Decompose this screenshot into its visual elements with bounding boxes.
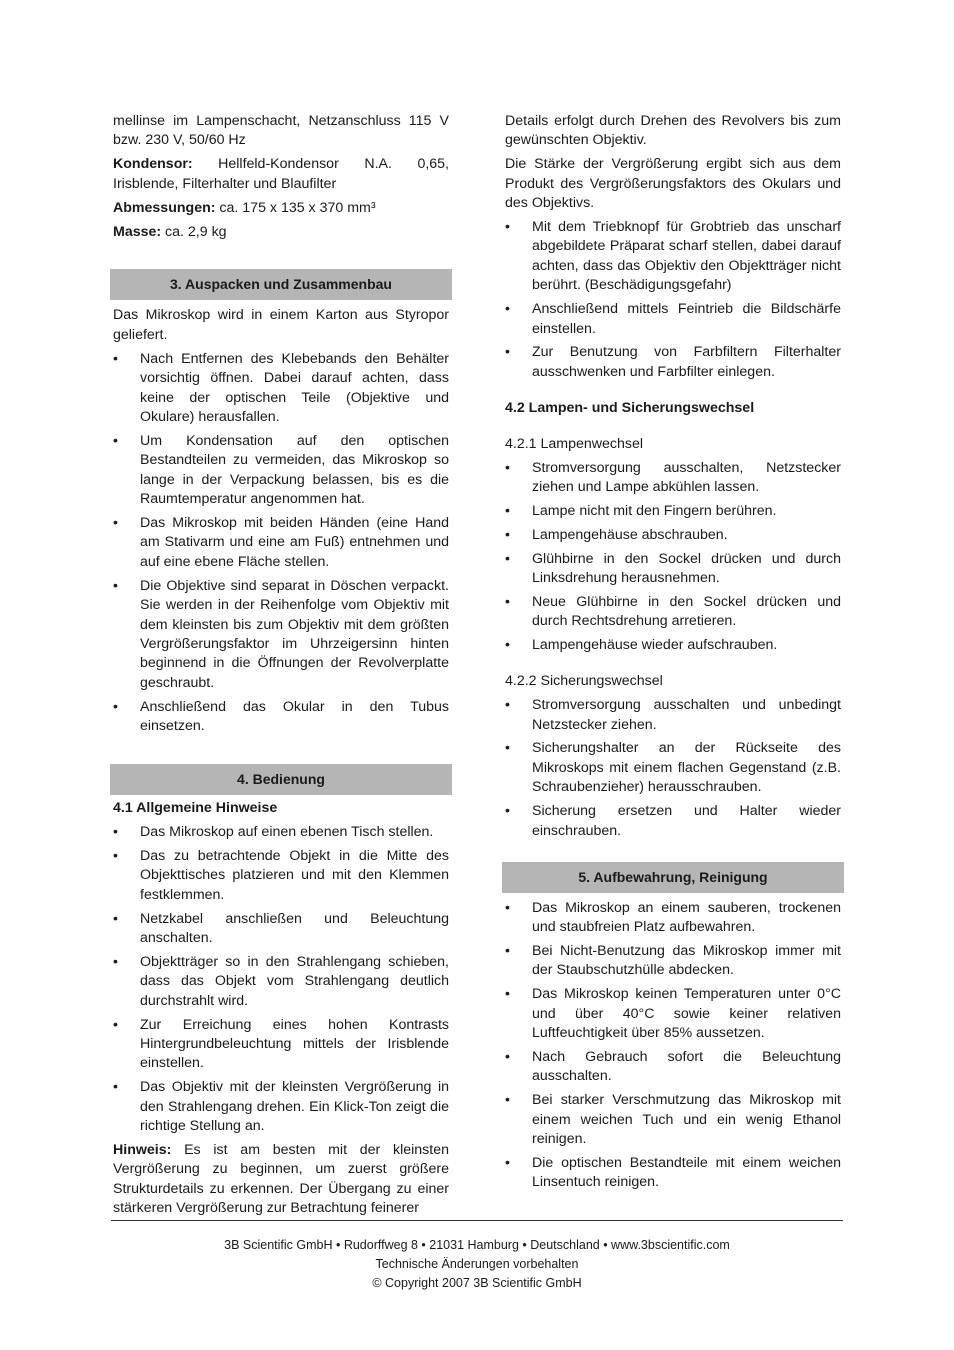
spec-dimensions-label: Abmessungen:	[113, 199, 216, 216]
section-4-2-2-heading: 4.2.2 Sicherungswechsel	[505, 673, 663, 690]
spec-lamp-text: mellinse im Lampenschacht, Netzanschluss 115 V bzw. 230 V, 50/60 Hz	[113, 113, 449, 149]
spec-mass-label: Masse:	[113, 223, 162, 240]
list-item: • Nach Entfernen des Klebebands den Behälter vorsichtig öffnen. Dabei darauf achten, dass keine der optischen Teile (Objektive und Okulare) herausfallen.	[113, 350, 449, 428]
list-item: • Zur Erreichung eines hohen Kontrasts Hintergrundbeleuchtung mittels der Irisblende einstellen.	[113, 1016, 449, 1074]
section-3-heading: 3. Auspacken und Zusammenbau	[110, 269, 452, 300]
list-item: • Das Mikroskop keinen Temperaturen unter 0°C und über 40°C sowie keiner relativen Luftfeuchtigkeit über 85% aussetzen.	[505, 985, 841, 1043]
list-item: • Stromversorgung ausschalten, Netzstecker ziehen und Lampe abkühlen lassen.	[505, 459, 841, 498]
list-item: • Lampengehäuse abschrauben.	[505, 526, 841, 545]
spec-condenser	[113, 155, 449, 194]
list-item: • Das zu betrachtende Objekt in die Mitte des Objekttisches platzieren und mit den Klemmen festklemmen.	[113, 847, 449, 905]
focus-list	[505, 218, 841, 382]
spec-condenser-label: Kondensor:	[113, 156, 193, 173]
continuation-text-1: Details erfolgt durch Drehen des Revolvers bis zum gewünschten Objektiv.	[505, 113, 841, 149]
list-item: • Sicherung ersetzen und Halter wieder einschrauben.	[505, 802, 841, 841]
list-item: • Neue Glühbirne in den Sockel drücken und durch Rechtsdrehung arretieren.	[505, 593, 841, 632]
list-item: • Glühbirne in den Sockel drücken und durch Linksdrehung herausnehmen.	[505, 550, 841, 589]
list-item: • Die Objektive sind separat in Döschen verpackt. Sie werden in der Reihenfolge vom Objektiv mit dem kleinsten bis zum Objektiv mit dem größten Vergrößerungsfaktor im Uhrzeigersinn hinten beginnend in die Öffnungen der Revolverplatte geschraubt.	[113, 577, 449, 693]
list-item: • Lampengehäuse wieder aufschrauben.	[505, 636, 841, 655]
continuation-text-2: Die Stärke der Vergrößerung ergibt sich aus dem Produkt des Vergrößerungsfaktors des Okulars und des Objektivs.	[505, 156, 841, 212]
list-item: • Stromversorgung ausschalten und unbedingt Netzstecker ziehen.	[505, 696, 841, 735]
list-item: • Sicherungshalter an der Rückseite des Mikroskops mit einem flachen Gegenstand (z.B. Schraubenzieher) herausschrauben.	[505, 739, 841, 797]
list-item: • Netzkabel anschließen und Beleuchtung anschalten.	[113, 910, 449, 949]
section-5-list	[505, 899, 841, 1193]
list-item: • Das Mikroskop mit beiden Händen (eine Hand am Stativarm und eine am Fuß) entnehmen und auf eine ebene Fläche stellen.	[113, 514, 449, 572]
section-3-list	[113, 350, 449, 737]
spec-dimensions	[113, 199, 449, 218]
note-paragraph	[113, 1141, 449, 1219]
section-4-2-1-heading: 4.2.1 Lampenwechsel	[505, 435, 644, 452]
list-item: • Um Kondensation auf den optischen Bestandteilen zu vermeiden, das Mikroskop so lange in der Verpackung belassen, bis es die Raumtemperatur angenommen hat.	[113, 432, 449, 510]
list-item: • Das Mikroskop auf einen ebenen Tisch stellen.	[113, 823, 449, 842]
section-5-heading: 5. Aufbewahrung, Reinigung	[502, 862, 844, 893]
list-item: • Das Mikroskop an einem sauberen, trockenen und staubfreien Platz aufbewahren.	[505, 899, 841, 938]
section-4-heading: 4. Bedienung	[110, 764, 452, 795]
spec-mass	[113, 223, 449, 242]
right-column	[505, 112, 841, 1197]
list-item: • Anschließend mittels Feintrieb die Bildschärfe einstellen.	[505, 300, 841, 339]
list-item: • Zur Benutzung von Farbfiltern Filterhalter ausschwenken und Farbfilter einlegen.	[505, 343, 841, 382]
footer-address: 3B Scientific GmbH • Rudorffweg 8 • 21031 Hamburg • Deutschland • www.3bscientific.com	[224, 1238, 730, 1252]
page-footer	[111, 1236, 843, 1293]
list-item: • Objektträger so in den Strahlengang schieben, dass das Objekt vom Strahlengang deutlich durchstrahlt wird.	[113, 953, 449, 1011]
section-4-1-heading: 4.1 Allgemeine Hinweise	[113, 799, 278, 816]
list-item: • Bei starker Verschmutzung das Mikroskop mit einem weichen Tuch und ein wenig Ethanol reinigen.	[505, 1091, 841, 1149]
spec-dimensions-text: ca. 175 x 135 x 370 mm³	[215, 199, 376, 216]
spec-mass-text: ca. 2,9 kg	[161, 223, 227, 240]
list-item: • Nach Gebrauch sofort die Beleuchtung ausschalten.	[505, 1048, 841, 1087]
footer-copyright: © Copyright 2007 3B Scientific GmbH	[372, 1276, 582, 1290]
note-text: Es ist am besten mit der kleinsten Vergrößerung zu beginnen, um zuerst größere Strukturdetails zu erkennen. Der Übergang zu einer stärkeren Vergrößerung zur Betrachtung feinerer	[113, 1141, 449, 1217]
footer-divider	[111, 1220, 843, 1221]
section-3-intro: Das Mikroskop wird in einem Karton aus Styropor geliefert.	[113, 307, 449, 343]
list-item: • Anschließend das Okular in den Tubus einsetzen.	[113, 698, 449, 737]
lamp-change-list	[505, 459, 841, 656]
spec-condenser-text: Hellfeld-Kondensor N.A. 0,65, Irisblende, Filterhalter und Blaufilter	[113, 156, 449, 192]
list-item: • Die optischen Bestandteile mit einem weichen Linsentuch reinigen.	[505, 1154, 841, 1193]
fuse-change-list	[505, 696, 841, 841]
left-column	[113, 112, 449, 1223]
list-item: • Mit dem Triebknopf für Grobtrieb das unscharf abgebildete Präparat scharf stellen, dabei darauf achten, dass das Objektiv den Objektträger nicht berührt. (Beschädigungsgefahr)	[505, 218, 841, 296]
section-4-1-list	[113, 823, 449, 1137]
list-item: • Das Objektiv mit der kleinsten Vergrößerung in den Strahlengang drehen. Ein Klick-Ton zeigt die richtige Stellung an.	[113, 1078, 449, 1136]
section-4-2-heading: 4.2 Lampen- und Sicherungswechsel	[505, 399, 755, 416]
footer-notice: Technische Änderungen vorbehalten	[375, 1257, 579, 1271]
list-item: • Bei Nicht-Benutzung das Mikroskop immer mit der Staubschutzhülle abdecken.	[505, 942, 841, 981]
note-label: Hinweis:	[113, 1141, 172, 1158]
list-item: • Lampe nicht mit den Fingern berühren.	[505, 502, 841, 521]
